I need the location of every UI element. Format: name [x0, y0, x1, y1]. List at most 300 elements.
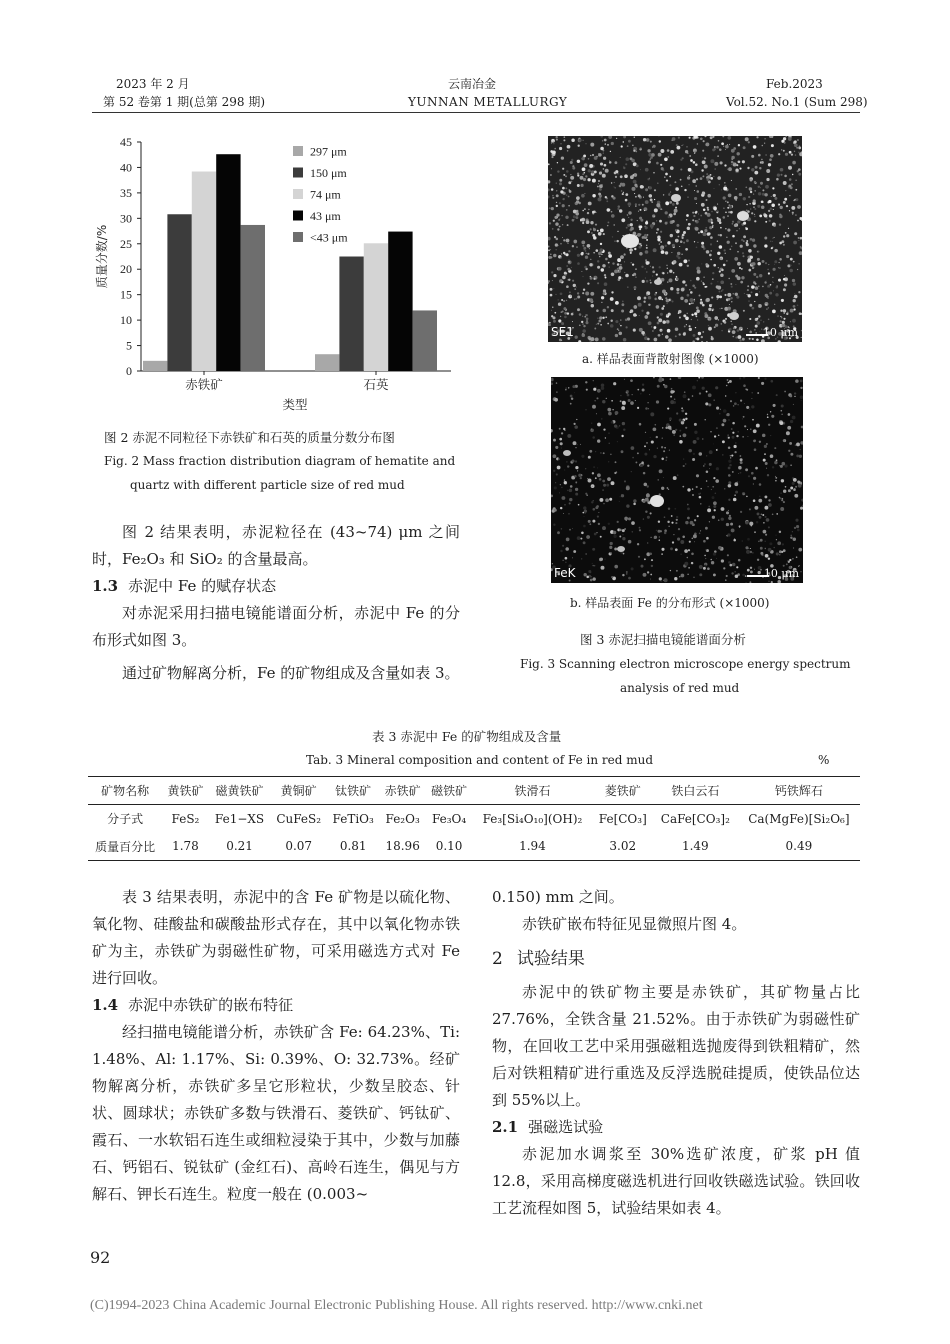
- sem-speck: [763, 530, 767, 534]
- sem-speck: [595, 477, 597, 479]
- sem-speck: [611, 309, 614, 312]
- sem-speck: [722, 440, 725, 443]
- sem-speck: [704, 204, 705, 205]
- sem-speck: [694, 300, 696, 302]
- sem-speck: [749, 331, 752, 334]
- sem-speck: [563, 174, 565, 176]
- sem-speck: [766, 280, 767, 281]
- sem-speck: [651, 228, 652, 229]
- sem-speck: [612, 262, 614, 264]
- sem-speck: [652, 266, 654, 268]
- sem-speck: [710, 250, 712, 252]
- sem-speck: [771, 581, 773, 583]
- sem-speck: [727, 169, 728, 170]
- sem-speck: [599, 478, 602, 481]
- sem-speck: [756, 136, 758, 138]
- sem-speck: [556, 382, 557, 383]
- sem-speck: [753, 429, 757, 433]
- sem-speck: [562, 224, 563, 225]
- sem-speck: [562, 187, 565, 190]
- sem-speck: [728, 194, 732, 198]
- sem-speck: [723, 409, 727, 413]
- sem-speck: [656, 299, 657, 300]
- sem-speck: [651, 559, 653, 561]
- sem-speck: [633, 503, 636, 506]
- table-cell: 矿物名称: [88, 777, 162, 805]
- sem-speck: [590, 221, 593, 224]
- sem-speck: [735, 571, 736, 572]
- sem-speck: [749, 304, 752, 307]
- sem-speck: [790, 395, 793, 398]
- sem-speck: [559, 279, 562, 282]
- sem-speck: [624, 253, 626, 255]
- sem-speck: [559, 438, 562, 441]
- sem-speck: [785, 464, 788, 467]
- sem-speck: [783, 318, 785, 320]
- sem-speck: [699, 565, 703, 569]
- sem-speck: [551, 271, 553, 273]
- sem-speck: [554, 216, 557, 219]
- sem-speck: [783, 244, 785, 246]
- sem-speck: [648, 321, 652, 325]
- sem-speck: [681, 237, 683, 239]
- sem-speck: [724, 321, 727, 324]
- sem-speck: [701, 280, 702, 281]
- sem-speck: [759, 496, 760, 497]
- sem-speck: [765, 294, 768, 297]
- sem-speck: [582, 222, 584, 224]
- sem-speck: [799, 312, 802, 315]
- sem-speck: [665, 427, 668, 430]
- sem-speck: [581, 184, 584, 187]
- sem-speck: [564, 469, 565, 470]
- sem-speck: [583, 516, 584, 517]
- sem-speck: [766, 443, 768, 445]
- sem-speck: [681, 574, 685, 578]
- sem-speck: [601, 296, 604, 299]
- sem-speck: [750, 551, 752, 553]
- sem-speck: [601, 268, 604, 271]
- sem-speck: [687, 146, 688, 147]
- sem-speck: [685, 316, 689, 320]
- sem-speck: [730, 457, 731, 458]
- sem-speck: [777, 580, 781, 583]
- sem-speck: [563, 139, 565, 141]
- sem-speck: [751, 262, 754, 265]
- sem-speck: [610, 324, 614, 328]
- sem-speck: [637, 233, 641, 237]
- table-cell: Fe₂O₃: [385, 811, 420, 826]
- sem-speck: [769, 214, 773, 218]
- sem-speck: [731, 180, 732, 181]
- sem-speck: [708, 403, 711, 406]
- sem-speck: [549, 207, 551, 209]
- sem-speck: [717, 212, 718, 213]
- sem-speck: [766, 518, 770, 522]
- sem-speck: [592, 520, 595, 523]
- sem-speck: [757, 262, 760, 265]
- sem-speck: [640, 185, 644, 189]
- section-1-3-heading: [92, 573, 460, 600]
- sem-speck: [669, 278, 673, 282]
- sem-speck: [650, 512, 652, 514]
- sem-speck: [584, 163, 588, 167]
- sem-speck: [635, 206, 636, 207]
- sem-speck: [794, 392, 796, 394]
- sem-speck: [605, 169, 609, 173]
- sem-speck: [621, 435, 623, 437]
- sem-speck: [585, 292, 589, 296]
- sem-speck: [769, 292, 772, 295]
- sem-speck: [559, 202, 561, 204]
- sem-speck: [608, 523, 610, 525]
- sem-speck: [792, 482, 795, 485]
- sem-speck: [747, 569, 750, 572]
- sem-speck: [583, 289, 585, 291]
- sem-speck: [750, 429, 751, 430]
- sem-speck: [749, 408, 751, 410]
- sem-speck: [696, 246, 698, 248]
- sem-speck: [626, 486, 630, 490]
- sem-speck: [656, 400, 659, 403]
- sem-speck: [709, 317, 710, 318]
- sem-speck: [660, 313, 663, 316]
- sem-speck: [766, 468, 767, 469]
- sem-speck: [608, 254, 612, 258]
- sem-speck: [562, 168, 564, 170]
- sem-speck: [668, 489, 669, 490]
- sem-speck: [721, 330, 723, 332]
- sem-speck: [589, 164, 593, 168]
- sem-speck: [598, 180, 600, 182]
- sem-speck: [725, 318, 727, 320]
- sem-speck: [601, 418, 602, 419]
- sem-speck: [789, 151, 792, 154]
- sem-speck: [568, 387, 569, 388]
- sem-speck: [788, 450, 790, 452]
- sem-speck: [756, 276, 758, 278]
- fig3-caption-cn: 图 3 赤泥扫描电镜能谱面分析: [580, 632, 746, 647]
- sem-speck: [690, 291, 693, 294]
- sem-speck: [645, 511, 647, 513]
- sem-speck: [773, 268, 776, 271]
- sem-speck: [647, 516, 650, 519]
- sem-speck: [557, 170, 559, 172]
- sem-speck: [723, 146, 724, 147]
- sem-speck: [603, 157, 606, 160]
- sem-speck: [736, 230, 737, 231]
- sem-speck: [646, 239, 648, 241]
- sem-speck: [723, 207, 725, 209]
- sem-speck: [688, 168, 692, 172]
- sem-speck: [739, 193, 742, 196]
- sem-speck: [732, 235, 735, 238]
- sem-speck: [759, 167, 761, 169]
- sem-speck: [779, 267, 781, 269]
- sem-speck: [563, 239, 565, 241]
- sem-speck: [741, 540, 743, 542]
- sem-speck: [761, 200, 764, 203]
- sem-speck: [775, 477, 777, 479]
- sem-speck: [654, 338, 658, 342]
- sem-speck: [708, 486, 709, 487]
- sem-speck: [770, 207, 773, 210]
- sem-speck: [684, 549, 688, 553]
- sem-speck: [689, 289, 690, 290]
- sem-speck: [769, 542, 772, 545]
- sem-speck: [623, 136, 626, 138]
- sem-speck: [569, 498, 572, 501]
- sem-speck: [572, 219, 575, 222]
- sem-speck: [773, 224, 776, 227]
- sem-speck: [727, 293, 731, 297]
- sem-speck: [740, 400, 742, 402]
- sem-speck: [656, 305, 660, 309]
- sem-speck: [661, 548, 664, 551]
- sem-speck: [568, 205, 570, 207]
- sem-speck: [585, 493, 587, 495]
- sem-speck: [794, 396, 795, 397]
- sem-speck: [720, 234, 722, 236]
- header-date-en: Feb.2023: [766, 77, 823, 91]
- sem-a-label: SE1: [551, 325, 574, 339]
- sem-speck: [674, 209, 678, 213]
- sem-speck: [610, 542, 613, 545]
- sem-speck: [745, 546, 748, 549]
- sem-speck: [572, 312, 573, 313]
- sem-speck: [569, 259, 570, 260]
- sem-speck: [654, 189, 656, 191]
- sem-speck: [735, 392, 736, 393]
- sem-speck: [799, 263, 800, 264]
- sem-speck: [637, 220, 638, 221]
- sem-speck: [784, 198, 787, 201]
- sem-speck: [661, 167, 664, 170]
- sem-speck: [711, 337, 714, 340]
- sem-speck: [681, 288, 685, 292]
- sem-speck: [586, 553, 587, 554]
- sem-speck: [794, 232, 797, 235]
- sem-speck: [627, 317, 630, 320]
- sem-speck: [738, 559, 741, 562]
- sem-speck: [563, 252, 565, 254]
- sem-speck: [788, 184, 791, 187]
- sem-speck: [743, 235, 746, 238]
- sem-speck: [689, 328, 692, 331]
- sem-speck: [781, 414, 782, 415]
- sem-speck: [783, 181, 787, 185]
- sem-speck: [560, 190, 563, 193]
- sem-speck: [771, 204, 775, 208]
- sem-speck: [676, 144, 678, 146]
- sem-speck: [645, 221, 648, 224]
- table-cell: 1.94: [472, 833, 592, 861]
- sem-speck: [746, 496, 748, 498]
- sem-speck: [782, 321, 785, 324]
- sem-speck: [695, 327, 696, 328]
- sem-speck: [680, 179, 682, 181]
- sem-speck: [600, 228, 604, 232]
- sem-speck: [667, 149, 670, 152]
- sem-speck: [801, 400, 802, 401]
- sem-speck: [690, 159, 693, 162]
- sem-speck: [754, 506, 758, 510]
- table-cell: 磁铁矿: [426, 777, 472, 805]
- sem-speck: [725, 395, 726, 396]
- sem-speck: [704, 314, 708, 318]
- sem-speck: [793, 299, 796, 302]
- sem-speck: [593, 278, 595, 280]
- sem-speck: [652, 275, 653, 276]
- sem-speck: [661, 250, 665, 254]
- sem-speck: [592, 563, 593, 564]
- sem-speck: [584, 193, 585, 194]
- header-journal-cn: 云南冶金: [448, 77, 497, 91]
- sem-speck: [559, 428, 561, 430]
- sem-speck: [743, 416, 745, 418]
- sem-speck: [780, 492, 782, 494]
- sem-speck: [583, 325, 585, 327]
- sem-speck: [668, 321, 669, 322]
- sem-speck: [697, 515, 699, 517]
- sem-speck: [795, 444, 796, 445]
- sem-speck: [671, 522, 673, 524]
- sem-speck: [643, 301, 645, 303]
- sem-speck: [571, 267, 572, 268]
- sem-speck: [776, 513, 778, 515]
- sem-speck: [667, 281, 668, 282]
- sem-speck: [646, 245, 647, 246]
- sem-speck: [552, 563, 553, 564]
- sem-speck: [792, 212, 794, 214]
- sem-speck: [622, 422, 625, 425]
- sem-speck: [593, 380, 594, 381]
- sem-speck: [712, 496, 715, 499]
- sem-speck: [581, 253, 584, 256]
- sem-speck: [745, 137, 749, 141]
- sem-speck: [749, 338, 751, 340]
- sem-speck: [718, 234, 720, 236]
- sem-speck: [678, 528, 680, 530]
- sem-speck: [617, 268, 619, 270]
- y-tick-label: 5: [126, 338, 132, 353]
- sem-speck: [704, 229, 707, 232]
- sem-speck: [710, 304, 712, 306]
- sem-speck: [727, 201, 729, 203]
- sem-speck: [730, 455, 731, 456]
- sem-speck: [757, 559, 759, 561]
- sem-speck: [555, 482, 556, 483]
- sem-speck: [590, 579, 593, 582]
- sem-speck: [564, 481, 567, 484]
- sem-speck: [693, 534, 697, 538]
- sem-speck: [653, 145, 656, 148]
- sem-speck: [626, 157, 630, 161]
- sem-speck: [579, 324, 581, 326]
- sem-speck: [660, 164, 662, 166]
- sem-speck: [678, 312, 680, 314]
- sem-speck: [715, 210, 716, 211]
- sem-speck: [721, 291, 722, 292]
- sem-speck: [734, 224, 737, 227]
- sem-speck: [770, 411, 771, 412]
- sem-backscatter-image: [548, 136, 802, 342]
- sem-speck: [747, 328, 748, 329]
- table-cell: 1.49: [653, 833, 738, 861]
- sem-speck: [793, 241, 797, 245]
- sem-speck: [614, 182, 615, 183]
- sem-speck: [685, 248, 688, 251]
- sem-speck: [768, 581, 769, 582]
- bar: [315, 354, 339, 371]
- sem-speck: [581, 532, 584, 535]
- sem-speck: [565, 187, 567, 189]
- sem-speck: [771, 415, 774, 418]
- sem-speck: [548, 195, 550, 198]
- sem-speck: [620, 400, 622, 402]
- sem-speck: [715, 386, 718, 389]
- sem-speck: [600, 243, 602, 245]
- sem-speck: [772, 514, 774, 516]
- sem-speck: [714, 188, 715, 189]
- sem-speck: [796, 525, 799, 528]
- sem-speck: [770, 454, 774, 458]
- sem-speck: [755, 286, 759, 290]
- sem-speck: [725, 579, 727, 581]
- sem-speck: [571, 181, 572, 182]
- sem-speck: [598, 197, 602, 201]
- sem-speck: [569, 190, 572, 193]
- sem-speck: [740, 281, 743, 284]
- sem-speck: [750, 208, 752, 210]
- sem-speck: [623, 534, 624, 535]
- sem-speck: [598, 193, 601, 196]
- sem-speck: [567, 465, 569, 467]
- sem-speck: [621, 303, 624, 306]
- sem-speck: [679, 419, 682, 422]
- sem-speck: [763, 522, 765, 524]
- sem-speck: [659, 539, 661, 541]
- sem-speck: [654, 536, 657, 539]
- sem-speck: [585, 409, 586, 410]
- sem-fe-map-image: [551, 377, 803, 583]
- sem-speck: [560, 484, 561, 485]
- sem-speck: [743, 310, 745, 312]
- sem-speck: [621, 145, 623, 147]
- sem-speck: [790, 420, 793, 423]
- sem-speck: [730, 211, 733, 214]
- sem-speck: [592, 472, 594, 474]
- sem-speck: [789, 269, 793, 273]
- sem-speck: [756, 338, 759, 341]
- sem-speck: [582, 245, 584, 247]
- sem-speck: [713, 443, 714, 444]
- sem-speck: [748, 300, 749, 301]
- sem-speck: [801, 571, 802, 572]
- sem-speck: [587, 244, 591, 248]
- sem-speck: [667, 222, 668, 223]
- sem-speck: [726, 523, 729, 526]
- sem-speck: [790, 464, 791, 465]
- sem-speck: [602, 526, 606, 530]
- sem-speck: [683, 231, 686, 234]
- sem-speck: [788, 413, 791, 416]
- sem-speck: [764, 445, 767, 448]
- sem-speck: [643, 472, 646, 475]
- sem-speck: [711, 221, 713, 223]
- sem-speck: [799, 152, 802, 156]
- sem-speck: [656, 228, 659, 231]
